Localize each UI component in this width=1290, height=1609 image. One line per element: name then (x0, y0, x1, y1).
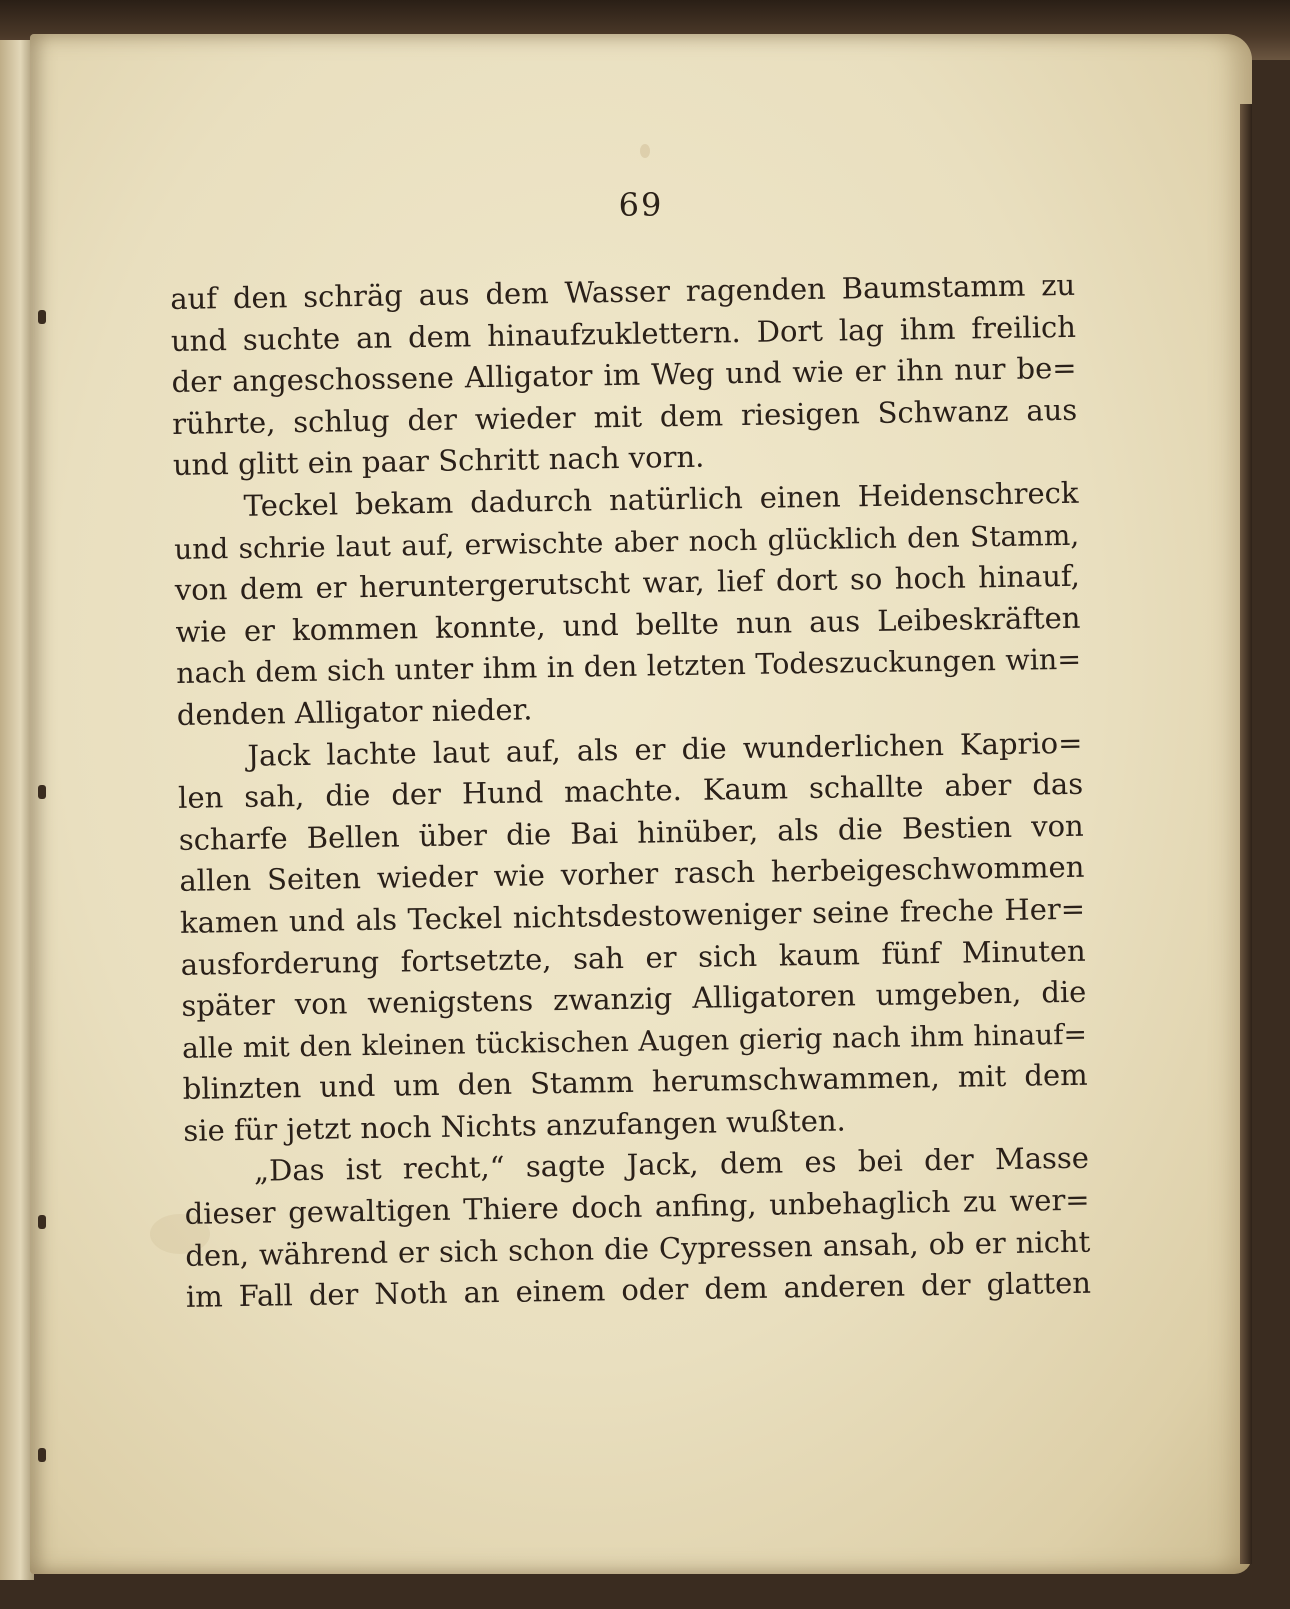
text-line: scharfe Bellen über die Bai hinüber, als die Bestien von (178, 808, 1084, 857)
binding-thread (38, 310, 46, 324)
left-page-edge (0, 40, 34, 1580)
text-line: denden Alligator nieder. (176, 692, 533, 732)
text-line: von dem er heruntergerutscht war, lief dort so hoch hinauf, (174, 558, 1081, 608)
binding-thread (38, 785, 46, 799)
paper-stain (640, 144, 650, 158)
text-line: wie er kommen konnte, und bellte nun aus Leibeskräften (175, 600, 1081, 649)
text-line: blinzten und um den Stamm herumschwammen, mit dem (182, 1057, 1088, 1107)
text-line: später von wenigstens zwanzig Alligatoren umgeben, die (181, 974, 1087, 1024)
text-line: Teckel bekam dadurch natürlich einen Heidenschreck (243, 475, 1079, 523)
text-line: „Das ist recht,“ sagte Jack, dem es bei der Masse (253, 1141, 1090, 1189)
text-line: kamen und als Teckel nichtsdestoweniger seine freche Her= (179, 891, 1086, 940)
text-line: ausforderung fortsetzte, sah er sich kaum fünf Minuten (180, 933, 1086, 982)
text-line: und glitt ein paar Schritt nach vorn. (172, 440, 705, 483)
binding-thread (38, 1215, 46, 1229)
text-line: und schrie laut auf, erwischte aber noch glücklich den Stamm, (173, 518, 1080, 566)
text-line: Jack lachte laut auf, als er die wunderlichen Kaprio= (247, 725, 1083, 773)
body-text (170, 265, 1091, 1319)
text-line: alle mit den kleinen tückischen Augen gierig nach ihm hinauf= (181, 1017, 1088, 1065)
text-line: im Fall der Noth an einem oder dem anderen der glatten (185, 1265, 1092, 1315)
text-line: den, während er sich schon die Cypressen ansah, ob er nicht (185, 1224, 1091, 1273)
text-line: len sah, die der Hund machte. Kaum schallte aber das (177, 766, 1084, 816)
binding-thread (38, 1448, 46, 1462)
text-line: sie für jetzt noch Nichts anzufangen wußten. (183, 1103, 846, 1148)
text-line: rührte, schlug der wieder mit dem riesigen Schwanz aus (172, 392, 1078, 441)
book-page (30, 34, 1252, 1574)
text-line: auf den schräg aus dem Wasser ragenden Baumstamm zu (170, 267, 1076, 316)
page-stack-edge (1240, 104, 1252, 1564)
text-line: dieser gewaltigen Thiere doch anfing, unbehaglich zu wer= (184, 1182, 1090, 1231)
page-number: 69 (618, 186, 664, 224)
text-line: und suchte an dem hinaufzuklettern. Dort lag ihm freilich (170, 309, 1077, 358)
text-line: nach dem sich unter ihm in den letzten Todeszuckungen win= (175, 643, 1082, 691)
text-line: der angeschossene Alligator im Weg und wie er ihn nur be= (171, 350, 1077, 400)
text-line: allen Seiten wieder wie vorher rasch herbeigeschwommen (179, 850, 1085, 899)
